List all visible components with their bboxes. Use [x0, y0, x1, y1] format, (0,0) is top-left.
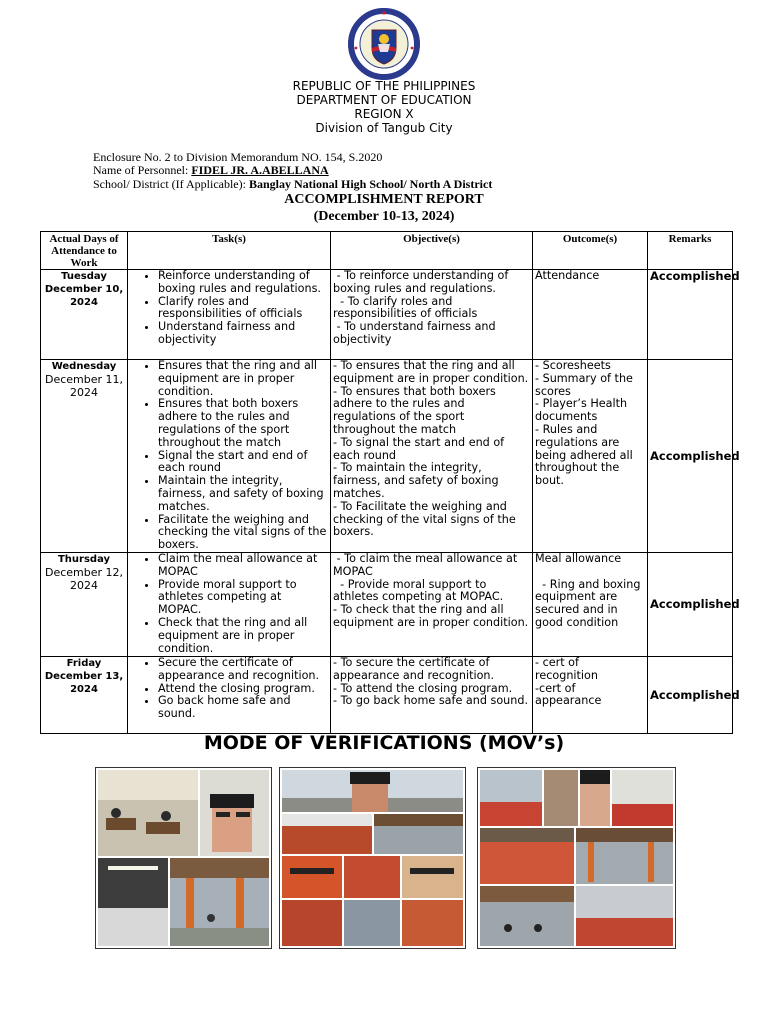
task-item: • Ensures that the ring and all equipment are in proper condition.	[158, 360, 328, 398]
day-cell	[41, 552, 128, 656]
enclosure-line: Enclosure No. 2 to Division Memorandum NO. 154, S.2020	[93, 150, 383, 164]
personnel-label: Name of Personnel:	[93, 163, 192, 177]
objectives-cell	[331, 270, 533, 360]
objectives-cell	[331, 656, 533, 733]
remarks-cell: Accomplished	[648, 360, 733, 553]
task-item: • Secure the certificate of appearance and recognition.	[158, 657, 328, 683]
task-item: • Reinforce understanding of boxing rules and regulations.	[158, 270, 328, 296]
outcome-item: - Player’s Health documents	[535, 397, 631, 424]
tasks-cell	[128, 270, 331, 360]
task-item: • Clarify roles and responsibilities of officials	[158, 296, 328, 322]
day-name: Thursday	[57, 553, 111, 565]
objective-item: - To clarify roles and responsibilities of officials	[333, 294, 478, 321]
report-title: ACCOMPLISHMENT REPORT	[284, 192, 484, 207]
outcome-item: Meal allowance	[535, 551, 622, 565]
objective-item: - To maintain the integrity, fairness, and safety of boxing matches.	[333, 461, 503, 500]
personnel-name: FIDEL JR. A.ABELLANA	[191, 163, 329, 177]
day-cell	[41, 270, 128, 360]
accomplishment-table	[40, 231, 740, 734]
task-item: • Go back home safe and sound.	[158, 695, 328, 721]
school-name: Banglay National High School/ North A District	[248, 177, 493, 191]
outcome-item: - Scoresheets	[535, 359, 611, 372]
outcome-item: - Ring and boxing equipment are secured and in good condition	[535, 577, 645, 629]
day-date: December 13, 2024	[44, 670, 124, 695]
outcome-item: Attendance	[535, 269, 600, 282]
objective-item: - Provide moral support to athletes competing at MOPAC.	[333, 577, 504, 604]
task-item: • Attend the closing program.	[158, 683, 328, 696]
objectives-cell	[331, 360, 533, 553]
day-date: December 12, 2024	[44, 565, 124, 592]
table-row	[41, 360, 733, 553]
objective-item: - To secure the certificate of appearance and recognition.	[333, 655, 495, 682]
table-row	[41, 656, 733, 733]
day-cell	[41, 360, 128, 553]
column-header-tasks: Task(s)	[128, 232, 331, 270]
day-name: Friday	[66, 657, 102, 669]
outcomes-cell	[533, 360, 648, 553]
objective-item: - To ensures that the ring and all equipment are in proper condition.	[333, 359, 529, 385]
task-item: • Check that the ring and all equipment are in proper condition.	[158, 617, 328, 655]
column-header-outcomes: Outcome(s)	[533, 232, 648, 270]
day-cell	[41, 656, 128, 733]
task-item: • Understand fairness and objectivity	[158, 321, 328, 347]
objective-item: - To attend the closing program.	[333, 681, 513, 695]
outcomes-cell	[533, 270, 648, 360]
task-item: • Provide moral support to athletes competing at MOPAC.	[158, 579, 328, 617]
outcome-item: - Rules and regulations are being adhered all throughout the bout.	[535, 422, 637, 488]
table-row	[41, 270, 733, 360]
tasks-cell	[128, 552, 331, 656]
school-line	[93, 177, 492, 191]
objective-item: - To Facilitate the weighing and checking of the vital signs of the boxers.	[333, 499, 520, 539]
deped-seal-icon	[348, 8, 420, 80]
objectives-cell	[331, 552, 533, 656]
photo-collage-classroom	[95, 767, 272, 949]
outcomes-cell	[533, 552, 648, 656]
task-item: • Signal the start and end of each round	[158, 450, 328, 476]
tasks-cell	[128, 360, 331, 553]
day-name: Wednesday	[51, 361, 117, 372]
outcome-item: - cert of recognition	[535, 655, 598, 682]
task-item: • Facilitate the weighing and checking the vital signs of the boxers.	[158, 514, 328, 552]
objective-item: - To reinforce understanding of boxing rules and regulations.	[333, 269, 512, 295]
remarks-cell: Accomplished	[648, 552, 733, 656]
objective-item: - To signal the start and end of each round	[333, 435, 508, 462]
column-header-objectives: Objective(s)	[331, 232, 533, 270]
column-header-remarks: Remarks	[648, 232, 733, 270]
header-department: DEPARTMENT OF EDUCATION	[296, 93, 472, 107]
outcome-item: -cert of appearance	[535, 681, 602, 708]
outcome-item	[535, 566, 645, 579]
objective-item: - To check that the ring and all equipment are in proper condition.	[333, 603, 529, 629]
school-label: School/ District (If Applicable):	[93, 177, 249, 191]
table-row	[41, 552, 733, 656]
outcome-item: - Summary of the scores	[535, 371, 637, 398]
day-date: December 10, 2024	[44, 284, 124, 308]
header-republic: REPUBLIC OF THE PHILIPPINES	[292, 79, 476, 93]
report-period: (December 10-13, 2024)	[313, 209, 455, 224]
task-item: • Ensures that both boxers adhere to the rules and regulations of the sport throughout the match	[158, 398, 328, 449]
task-item: • Claim the meal allowance at MOPAC	[158, 553, 328, 579]
photo-collage-event-hall	[477, 767, 676, 949]
task-item: • Maintain the integrity, fairness, and safety of boxing matches.	[158, 475, 328, 513]
photo-collage-boxing-venue	[279, 767, 466, 949]
personnel-line	[93, 163, 329, 177]
mov-title: MODE OF VERIFICATIONS (MOV’s)	[203, 732, 565, 754]
column-header-days: Actual Days of Attendance to Work	[41, 232, 128, 270]
objective-item: - To go back home safe and sound.	[333, 694, 529, 708]
day-date: December 11, 2024	[44, 373, 124, 399]
remarks-cell: Accomplished	[648, 270, 733, 360]
header-region: REGION X	[354, 107, 414, 121]
objective-item: - To ensures that both boxers adhere to the rules and regulations of the sport throughout the match	[333, 384, 500, 436]
day-name: Tuesday	[61, 271, 107, 282]
remarks-cell: Accomplished	[648, 656, 733, 733]
objective-item: - To understand fairness and objectivity	[333, 320, 500, 346]
table-header-row	[41, 232, 733, 270]
header-division: Division of Tangub City	[315, 121, 453, 135]
outcomes-cell	[533, 656, 648, 733]
objective-item: - To claim the meal allowance at MOPAC	[333, 551, 521, 578]
tasks-cell	[128, 656, 331, 733]
